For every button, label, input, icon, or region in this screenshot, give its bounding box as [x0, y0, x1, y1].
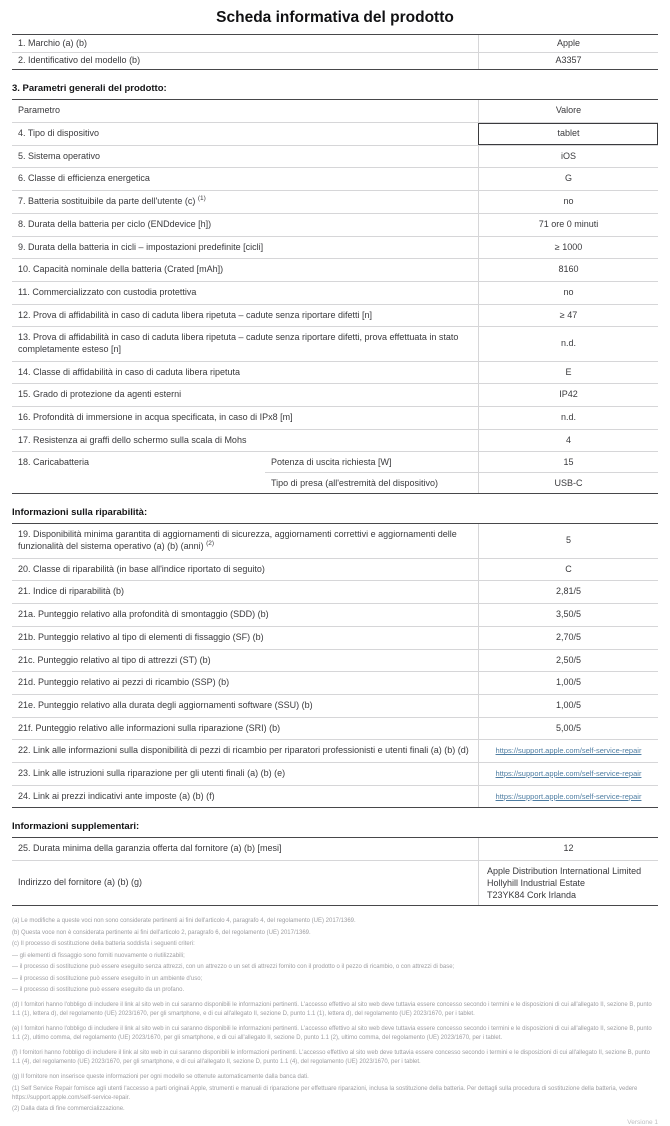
row-label — [12, 740, 478, 762]
charger-subrow-value: USB-C — [478, 473, 658, 493]
row-label — [12, 559, 478, 581]
row-value — [478, 604, 658, 626]
row-label-text: 21e. Punteggio relativo alla durata degli aggiornamenti software (SSU) (b) — [18, 699, 313, 710]
footnote-marker: (2) — [206, 540, 215, 548]
supplier-address-label: Indirizzo del fornitore (a) (b) (g) — [18, 877, 143, 888]
table-row — [12, 762, 658, 785]
row-value-text: 5 — [565, 535, 571, 546]
table-row — [12, 739, 658, 762]
table-row — [12, 383, 658, 406]
row-value — [478, 559, 658, 581]
row-label-text: 22. Link alle informazioni sulla disponibilità di pezzi di ricambio per riparatori professionisti e utenti finali (a) (b) (d) — [18, 745, 469, 756]
charger-row — [12, 451, 658, 493]
row-value — [478, 384, 658, 406]
row-value-text: 2,70/5 — [555, 631, 582, 642]
row-value — [478, 718, 658, 740]
row-label — [12, 146, 478, 168]
row-label — [12, 259, 478, 281]
row-value — [478, 305, 658, 327]
support-repair-link[interactable]: https://support.apple.com/self-service-repair — [495, 791, 642, 801]
row-value-text: 4 — [565, 434, 571, 445]
row-label-text: 17. Resistenza ai graffi dello schermo sulla scala di Mohs — [18, 434, 247, 445]
general-rows — [12, 123, 658, 451]
row-label — [12, 718, 478, 740]
table-row — [12, 123, 658, 145]
address-line: T23YK84 Cork Irlanda — [487, 890, 577, 901]
charger-subrow-label: Potenza di uscita richiesta [W] — [271, 457, 392, 468]
table-row — [12, 558, 658, 581]
charger-subrow-value: 15 — [478, 452, 658, 472]
row-value — [478, 259, 658, 281]
footnote: (e) I fornitori hanno l'obbligo di includere il link al sito web in cui saranno disponibili le informazioni pertinenti. L'accesso effettivo al sito web deve tuttavia essere concesso secondo i termini e le disposizioni di cui all'allegato II, sezione B, punto 1.1 (2), ultimo comma, del regolamento (UE) 2023/1670, per gli smartphone, e di cui all'allegato II, sezione D, punto 1.1 (2), ultimo comma, del regolamento (UE) 2023/1670, per i tablet. — [12, 1026, 652, 1042]
row-value — [478, 740, 658, 762]
row-value-text: Apple — [556, 37, 581, 48]
row-value-text: no — [563, 196, 574, 207]
version-label: Versione 1 — [627, 1119, 658, 1126]
identification-table — [12, 34, 658, 70]
row-value — [478, 53, 658, 70]
row-value-text: 8160 — [558, 264, 579, 275]
row-value-text: n.d. — [560, 338, 576, 349]
table-row — [12, 626, 658, 649]
row-label — [12, 305, 478, 327]
footnote: (g) Il fornitore non inserisce queste informazioni per ogni modello se ottenute automaticamente dalla banca dati. — [12, 1074, 309, 1081]
row-label — [12, 524, 478, 557]
row-label — [12, 327, 478, 360]
table-row — [12, 524, 658, 557]
row-label — [12, 650, 478, 672]
address-line: Apple Distribution International Limited — [487, 866, 642, 876]
row-value-text: 2,50/5 — [555, 654, 582, 665]
row-value — [478, 524, 658, 557]
table-row — [12, 167, 658, 190]
row-label-text: 24. Link ai prezzi indicativi ante imposte (a) (b) (f) — [18, 790, 215, 801]
column-header-parameter: Parametro — [18, 105, 61, 116]
footnote: (a) Le modifiche a queste voci non sono considerate pertinenti ai fini dell'articolo 4, paragrafo 4, del regolamento (UE) 2017/1369. — [12, 918, 356, 925]
row-value — [478, 237, 658, 259]
row-value — [478, 146, 658, 168]
table-row — [12, 52, 658, 70]
row-value-text: n.d. — [560, 412, 576, 422]
charger-subrow-connector — [265, 472, 658, 493]
row-label — [12, 53, 478, 70]
row-label-text: 15. Grado di protezione da agenti esterni — [18, 389, 182, 400]
row-value — [478, 35, 658, 52]
supplementary-table — [12, 837, 658, 906]
row-label-text: 10. Capacità nominale della batteria (Crated [mAh]) — [18, 264, 224, 275]
row-label-text: 21. Indice di riparabilità (b) — [18, 586, 125, 597]
row-value — [478, 123, 658, 145]
table-row — [12, 281, 658, 304]
row-value-text: E — [565, 366, 572, 377]
row-value-text: ≥ 1000 — [554, 241, 583, 252]
row-label — [12, 384, 478, 406]
footnote: — gli elementi di fissaggio sono forniti nuovamente o riutilizzabili; — [12, 952, 185, 959]
row-label — [12, 407, 478, 429]
row-value-text: iOS — [560, 150, 576, 161]
row-label — [12, 581, 478, 603]
table-row — [12, 213, 658, 236]
section-heading-supplementary: Informazioni supplementari: — [12, 821, 140, 833]
row-label-text: 8. Durata della batteria per ciclo (ENDdevice [h]) — [18, 218, 212, 229]
row-value-text: G — [564, 173, 572, 184]
row-label-text: 21b. Punteggio relativo al tipo di elementi di fissaggio (SF) (b) — [18, 631, 264, 642]
row-value — [478, 214, 658, 236]
table-row — [12, 361, 658, 384]
footnote: — il processo di sostituzione può essere eseguito in un ambiente d'uso; — [12, 975, 203, 982]
identification-rows — [12, 35, 658, 69]
row-value — [478, 168, 658, 190]
general-parameters-table — [12, 99, 658, 494]
row-value-text: A3357 — [555, 55, 582, 66]
row-value — [478, 627, 658, 649]
supplementary-rows — [12, 838, 658, 860]
row-label — [12, 627, 478, 649]
footnote-marker: (1) — [197, 195, 206, 203]
repairability-table — [12, 523, 658, 808]
table-row — [12, 785, 658, 808]
column-header-value: Valore — [478, 100, 658, 122]
footnote: (2) Dalla data di fine commercializzazione. — [12, 1106, 125, 1113]
row-label-text: 19. Disponibilità minima garantita di aggiornamenti di sicurezza, aggiornamenti correttivi e aggiornamenti delle funzionalità del sistema operativo (a) (b) (anni) — [18, 529, 457, 552]
charger-sub-table — [265, 452, 658, 493]
row-label-text: 20. Classe di riparabilità (in base all'indice riportato di seguito) — [18, 563, 265, 574]
table-header-row — [12, 100, 658, 123]
table-row — [12, 145, 658, 168]
row-label-text: 21a. Punteggio relativo alla profondità di smontaggio (SDD) (b) — [18, 609, 269, 620]
footnote: (c) Il processo di sostituzione della batteria soddisfa i seguenti criteri: — [12, 941, 195, 948]
support-repair-link[interactable]: https://support.apple.com/self-service-repair — [495, 746, 642, 756]
footnote: — il processo di sostituzione può essere eseguito senza attrezzi, con un attrezzo o un set di attrezzi fornito con il prodotto o il pezzo di ricambio, o con attrezzi di base; — [12, 964, 455, 971]
row-value — [478, 407, 658, 429]
row-value-text: ≥ 47 — [559, 309, 578, 320]
row-label-text: 21d. Punteggio relativo ai pezzi di ricambio (SSP) (b) — [18, 677, 230, 688]
table-row — [12, 35, 658, 52]
table-row — [12, 236, 658, 259]
footnote: (1) Self Service Repair fornisce agli utenti l'accesso a parti originali Apple, strumenti e manuali di riparazione per effettuare riparazioni, inclusa la sostituzione della batteria. Per dettagli sulla procedura di sostituzione della batteria, vedere https://support.apple.com/self-service-repair. — [12, 1085, 638, 1101]
row-label — [12, 35, 478, 52]
row-label-text: 16. Profondità di immersione in acqua specificata, in caso di IPx8 [m] — [18, 412, 293, 422]
table-row — [12, 326, 658, 360]
row-label-text: 7. Batteria sostituibile da parte dell'utente (c) — [18, 196, 196, 207]
charger-row-label: 18. Caricabatteria — [18, 457, 90, 468]
row-label — [12, 786, 478, 808]
table-row — [12, 717, 658, 740]
row-label — [12, 214, 478, 236]
row-label-text: 13. Prova di affidabilità in caso di caduta libera ripetuta – cadute senza riportare difetti, prova effettuata in stato completamente esteso [n] — [18, 332, 459, 354]
address-line: Hollyhill Industrial Estate — [487, 878, 586, 889]
section-heading-repairability: Informazioni sulla riparabilità: — [12, 507, 148, 519]
repairability-rows — [12, 524, 658, 807]
row-value — [478, 191, 658, 213]
row-label — [12, 168, 478, 190]
table-row — [12, 603, 658, 626]
row-label-text: 21f. Punteggio relativo alle informazioni sulla riparazione (SRI) (b) — [18, 722, 281, 733]
table-row — [12, 649, 658, 672]
row-label-text: 1. Marchio (a) (b) — [18, 37, 88, 48]
supplier-address-row — [12, 860, 658, 905]
row-value-text: C — [565, 563, 572, 574]
row-value-text: 71 ore 0 minuti — [538, 218, 599, 229]
row-value-text: 5,00/5 — [555, 722, 582, 733]
table-row — [12, 429, 658, 452]
row-label — [12, 123, 478, 145]
row-value-text: 1,00/5 — [555, 677, 582, 688]
row-value — [478, 327, 658, 360]
row-value-text: tablet — [557, 128, 580, 139]
row-label-text: 5. Sistema operativo — [18, 150, 101, 161]
row-value — [478, 362, 658, 384]
row-value-text: 2,81/5 — [555, 586, 582, 597]
row-label — [12, 838, 478, 860]
row-label-text: 25. Durata minima della garanzia offerta dal fornitore (a) (b) [mesi] — [18, 843, 282, 854]
row-value — [478, 430, 658, 452]
section-heading-general: 3. Parametri generali del prodotto: — [12, 83, 167, 95]
row-value — [478, 838, 658, 860]
row-label-text: 4. Tipo di dispositivo — [18, 128, 100, 139]
row-label-text: 21c. Punteggio relativo al tipo di attrezzi (ST) (b) — [18, 654, 211, 665]
table-row — [12, 838, 658, 860]
row-value-text: 12 — [563, 843, 574, 854]
row-value — [478, 695, 658, 717]
supplier-address-value — [478, 861, 658, 905]
row-label — [12, 763, 478, 785]
row-label-text: 9. Durata della batteria in cicli – impostazioni predefinite [cicli] — [18, 241, 264, 252]
table-row — [12, 190, 658, 213]
row-value — [478, 786, 658, 808]
table-row — [12, 580, 658, 603]
row-label — [12, 604, 478, 626]
footnote: — il processo di sostituzione può essere eseguito da un profano. — [12, 987, 185, 994]
table-row — [12, 671, 658, 694]
footnote: (b) Questa voce non è considerata pertinente ai fini dell'articolo 2, paragrafo 6, del regolamento (UE) 2017/1369. — [12, 929, 311, 936]
footnote: (d) I fornitori hanno l'obbligo di includere il link al sito web in cui saranno disponibili le informazioni pertinenti. L'accesso effettivo al sito web deve tuttavia essere concesso secondo i termini e le disposizioni di cui all'allegato II, sezione B, punto 1.1 (1), lettera d), del regolamento (UE) 2023/1670, per gli smartphone, e di cui all'allegato II, sezione D, punto 1.1 (1), lettera d), del regolamento (UE) 2023/1670, per i tablet. — [12, 1002, 652, 1018]
support-repair-link[interactable]: https://support.apple.com/self-service-repair — [495, 768, 642, 778]
charger-subrow-label: Tipo di presa (all'estremità del dispositivo) — [271, 478, 438, 489]
row-label-text: 23. Link alle istruzioni sulla riparazione per gli utenti finali (a) (b) (e) — [18, 767, 286, 778]
row-value-text: 1,00/5 — [555, 699, 582, 710]
row-label — [12, 191, 478, 213]
row-value — [478, 672, 658, 694]
row-label-text: 12. Prova di affidabilità in caso di caduta libera ripetuta – cadute senza riportare difetti [n] — [18, 309, 373, 320]
footnotes — [12, 917, 658, 1114]
page-title: Scheda informativa del prodotto — [216, 9, 454, 26]
row-value-text: 3,50/5 — [555, 609, 582, 620]
row-label — [12, 430, 478, 452]
row-label-text: 14. Classe di affidabilità in caso di caduta libera ripetuta — [18, 366, 240, 377]
charger-subrow-power — [265, 452, 658, 472]
row-label-text: 6. Classe di efficienza energetica — [18, 173, 150, 184]
row-label-text: 2. Identificativo del modello (b) — [18, 55, 141, 66]
row-value-text: IP42 — [559, 389, 578, 400]
row-label-text: 11. Commercializzato con custodia protettiva — [18, 286, 197, 297]
row-label — [12, 672, 478, 694]
row-label — [12, 695, 478, 717]
table-row — [12, 406, 658, 429]
row-value — [478, 581, 658, 603]
row-value — [478, 282, 658, 304]
row-label — [12, 282, 478, 304]
row-label — [12, 362, 478, 384]
footnote: (f) I fornitori hanno l'obbligo di includere il link al sito web in cui saranno disponibili le informazioni pertinenti. L'accesso effettivo al sito web deve tuttavia essere concesso secondo i termini e le disposizioni di cui all'allegato II, sezione B, punto 1.1 (4), del regolamento (UE) 2023/1670, per gli smartphone, e di cui all'allegato II, sezione D, punto 1.1 (4), del regolamento (UE) 2023/1670, per i tablet. — [12, 1050, 651, 1066]
row-value-text: no — [563, 286, 574, 297]
row-value — [478, 650, 658, 672]
table-row — [12, 258, 658, 281]
row-label — [12, 237, 478, 259]
row-value — [478, 763, 658, 785]
table-row — [12, 304, 658, 327]
table-row — [12, 694, 658, 717]
